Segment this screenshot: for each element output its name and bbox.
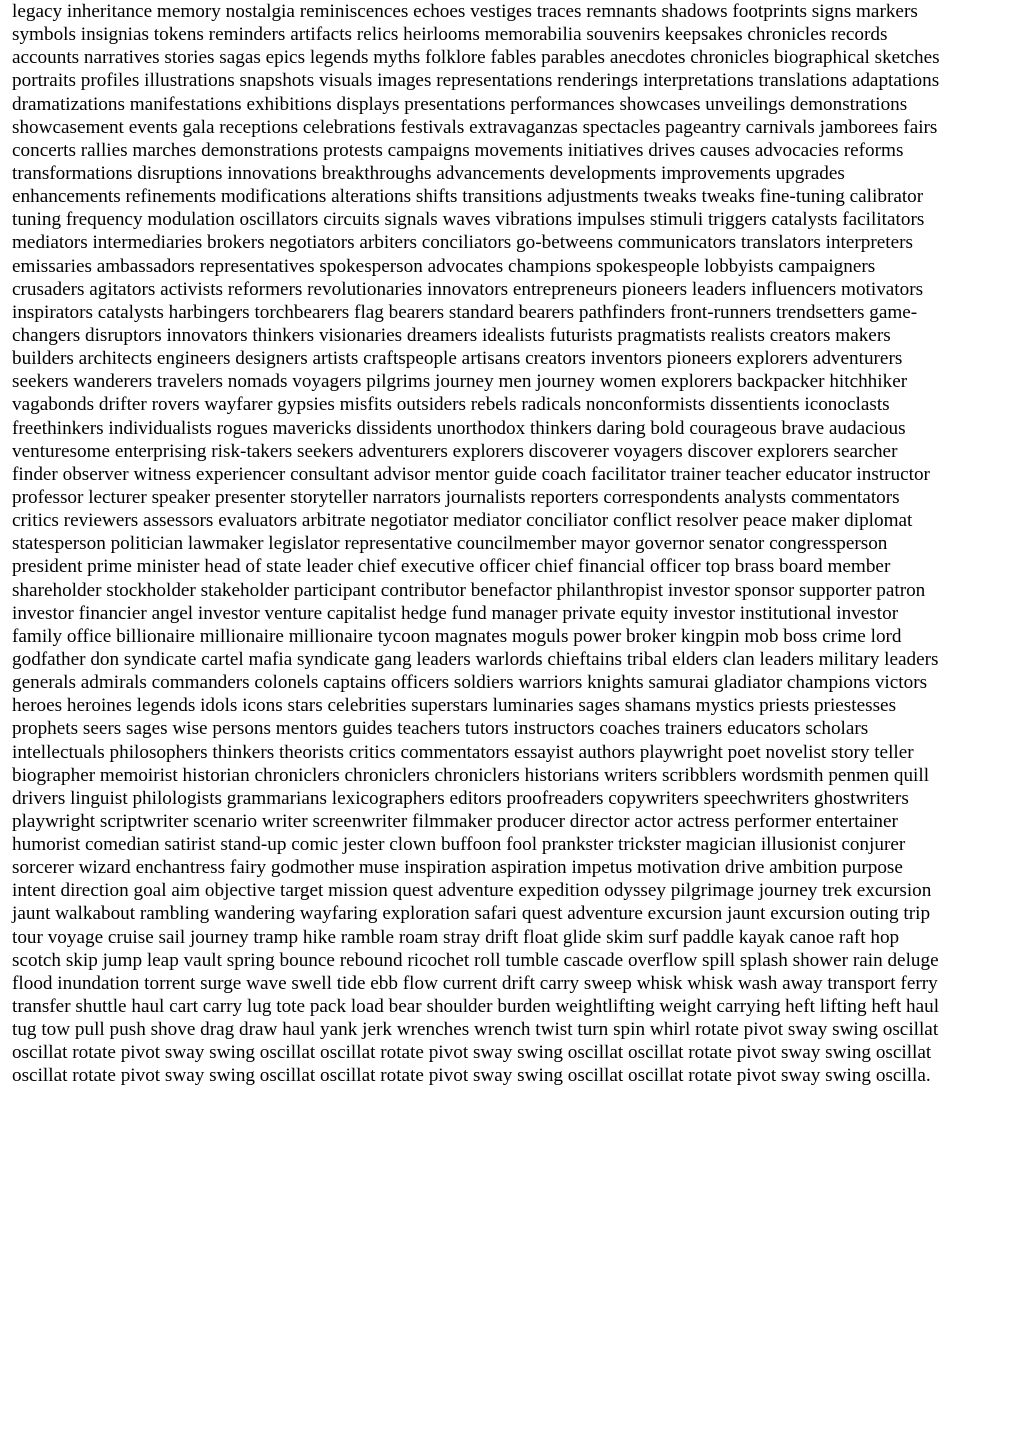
text-line: oscillat rotate pivot sway swing oscillat oscillat rotate pivot sway swing oscillat oscillat rotate pivot sway swing oscillat [12, 1042, 932, 1064]
text-line: builders architects engineers designers artists craftspeople artisans creators inventors pioneers explorers adventurers [12, 348, 903, 370]
text-line: tuning frequency modulation oscillators circuits signals waves vibrations impulses stimuli triggers catalysts facilitators [12, 209, 925, 231]
text-line: playwright scriptwriter scenario writer screenwriter filmmaker producer director actor actress performer entertainer [12, 810, 898, 832]
text-line: dramatizations manifestations exhibitions displays presentations performances showcases unveilings demonstrations [12, 93, 908, 115]
text-line: enhancements refinements modifications alterations shifts transitions adjustments tweaks tweaks fine-tuning calibrator [12, 186, 924, 208]
text-line: venturesome enterprising risk-takers seekers adventurers explorers discoverer voyagers discover explorers searcher [12, 440, 898, 462]
text-line: generals admirals commanders colonels captains officers soldiers warriors knights samurai gladiator champions victors [12, 672, 928, 694]
text-line: vagabonds drifter rovers wayfarer gypsies misfits outsiders rebels radicals nonconformists dissentients iconoclasts [12, 394, 890, 416]
text-line: transformations disruptions innovations breakthroughs advancements developments improvements upgrades [12, 162, 845, 184]
text-line: drivers linguist philologists grammarians lexicographers editors proofreaders copywriters speechwriters ghostwriters [12, 787, 909, 809]
text-line: jaunt walkabout rambling wandering wayfaring exploration safari quest adventure excursion jaunt excursion outing trip [12, 903, 931, 925]
text-line: professor lecturer speaker presenter storyteller narrators journalists reporters correspondents analysts commentators [12, 486, 900, 508]
text-line: tug tow pull push shove drag draw haul yank jerk wrenches wrench twist turn spin whirl rotate pivot sway swing oscillat [12, 1019, 939, 1041]
text-line: crusaders agitators activists reformers revolutionaries innovators entrepreneurs pioneers leaders influencers motivators [12, 278, 924, 300]
text-line: inspirators catalysts harbingers torchbearers flag bearers standard bearers pathfinders front-runners trendsetters game- [12, 301, 918, 323]
text-line: godfather don syndicate cartel mafia syndicate gang leaders warlords chieftains tribal elders clan leaders military leaders [12, 648, 939, 670]
text-line: portraits profiles illustrations snapshots visuals images representations renderings interpretations translations adaptations [12, 70, 940, 92]
document-body [12, 0, 1016, 1088]
text-line: transfer shuttle haul cart carry lug tote pack load bear shoulder burden weightlifting weight carrying heft lifting heft haul [12, 996, 940, 1018]
text-line: showcasement events gala receptions celebrations festivals extravaganzas spectacles pageantry carnivals jamborees fairs [12, 116, 938, 138]
text-line: intent direction goal aim objective target mission quest adventure expedition odyssey pilgrimage journey trek excursion [12, 880, 932, 902]
text-line: sorcerer wizard enchantress fairy godmother muse inspiration aspiration impetus motivation drive ambition purpose [12, 857, 903, 879]
text-line: tour voyage cruise sail journey tramp hike ramble roam stray drift float glide skim surf paddle kayak canoe raft hop [12, 926, 900, 948]
text-line: legacy inheritance memory nostalgia reminiscences echoes vestiges traces remnants shadows footprints signs markers [12, 1, 918, 22]
text-line: president prime minister head of state leader chief executive officer chief financial officer top brass board member [12, 556, 891, 578]
text-line: changers disruptors innovators thinkers visionaries dreamers idealists futurists pragmatists realists creators makers [12, 324, 891, 346]
text-line: biographer memoirist historian chroniclers chroniclers chroniclers historians writers scribblers wordsmith penmen quill [12, 764, 930, 786]
text-line: accounts narratives stories sagas epics legends myths folklore fables parables anecdotes chronicles biographical sketches [12, 47, 940, 69]
text-line: finder observer witness experiencer consultant advisor mentor guide coach facilitator trainer teacher educator instructor [12, 463, 930, 485]
text-line: freethinkers individualists rogues mavericks dissidents unorthodox thinkers daring bold courageous brave audacious [12, 417, 906, 439]
text-line: statesperson politician lawmaker legislator representative councilmember mayor governor senator congressperson [12, 533, 888, 555]
text-line: symbols insignias tokens reminders artifacts relics heirlooms memorabilia souvenirs keepsakes chronicles records [12, 24, 888, 46]
text-line: intellectuals philosophers thinkers theorists critics commentators essayist authors playwright poet novelist story teller [12, 741, 914, 763]
text-line: concerts rallies marches demonstrations protests campaigns movements initiatives drives causes advocacies reforms [12, 139, 904, 161]
text-line: heroes heroines legends idols icons stars celebrities superstars luminaries sages shamans mystics priests priestesses [12, 695, 897, 717]
text-line: critics reviewers assessors evaluators arbitrate negotiator mediator conciliator conflict resolver peace maker diplomat [12, 510, 913, 532]
text-line: prophets seers sages wise persons mentors guides teachers tutors instructors coaches trainers educators scholars [12, 718, 869, 740]
text-line: shareholder stockholder stakeholder participant contributor benefactor philanthropist investor sponsor supporter patron [12, 579, 926, 601]
text-line: seekers wanderers travelers nomads voyagers pilgrims journey men journey women explorers backpacker hitchhiker [12, 371, 908, 393]
text-line: humorist comedian satirist stand-up comic jester clown buffoon fool prankster trickster magician illusionist conjurer [12, 834, 906, 856]
text-line: flood inundation torrent surge wave swell tide ebb flow current drift carry sweep whisk whisk wash away transport ferry [12, 972, 938, 994]
text-line: mediators intermediaries brokers negotiators arbiters conciliators go-betweens communicators translators interpreters [12, 232, 913, 254]
text-line: investor financier angel investor venture capitalist hedge fund manager private equity investor institutional investor [12, 602, 899, 624]
text-line: scotch skip jump leap vault spring bounce rebound ricochet roll tumble cascade overflow spill splash shower rain deluge [12, 949, 939, 971]
text-line: emissaries ambassadors representatives spokesperson advocates champions spokespeople lobbyists campaigners [12, 255, 876, 277]
text-line: family office billionaire millionaire millionaire tycoon magnates moguls power broker kingpin mob boss crime lord [12, 625, 902, 647]
text-line: oscillat rotate pivot sway swing oscillat oscillat rotate pivot sway swing oscillat oscillat rotate pivot sway swing oscilla. [12, 1065, 931, 1087]
